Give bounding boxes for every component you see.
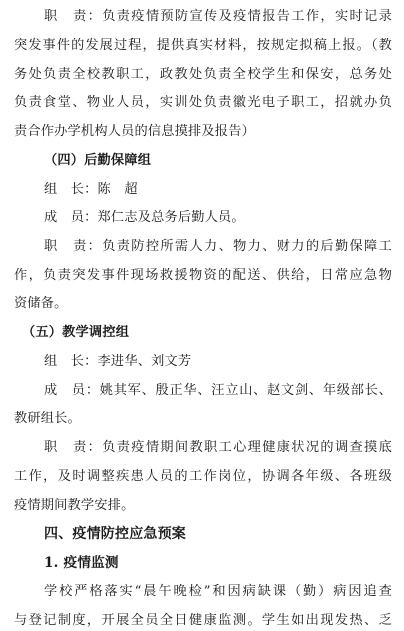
paragraph-line: 务处负责全校教职工，政教处负责全校学生和保安，总务处 <box>14 67 392 82</box>
paragraph-line: 职 责：负责防控所需人力、物力、财力的后勤保障工 <box>44 239 392 254</box>
paragraph-line: 学校严格落实“晨午晚检”和因病缺课（勤）病因追查 <box>44 584 392 599</box>
group-members-line: 成 员：郑仁志及总务后勤人员。 <box>44 210 245 225</box>
paragraph-line: 负责食堂、物业人员，实训处负责徽光电子职工，招就办负 <box>14 95 392 110</box>
chapter-heading: 四、疫情防控应急预案 <box>44 526 186 542</box>
paragraph-line: 责合作办学机构人员的信息摸排及报告） <box>14 124 255 139</box>
paragraph-line: 职 责：负责疫情预防宣传及疫情报告工作，实时记录 <box>44 9 392 24</box>
group-leader-line: 组 长：李进华、刘文芳 <box>44 354 192 369</box>
paragraph-line: 职 责：负责疫情期间教职工心理健康状况的调查摸底 <box>44 440 392 455</box>
group-leader-line: 组 长：陈 超 <box>44 182 138 197</box>
paragraph-line: 资储备。 <box>14 296 68 311</box>
paragraph-line: 突发事件的发展过程，提供真实材料，按规定拟稿上报。（教 <box>14 38 392 53</box>
paragraph-line: 疫情期间教学安排。 <box>14 498 135 513</box>
section-heading: （四）后勤保障组 <box>44 153 152 168</box>
subsection-heading: 1. 疫情监测 <box>44 555 119 571</box>
paragraph-line: 与登记制度，开展全员全日健康监测。学生如出现发热、乏 <box>14 613 392 628</box>
group-members-line: 成 员：姚其军、殷正华、汪立山、赵文剑、年级部长、 <box>44 383 392 398</box>
section-heading: （五）教学调控组 <box>22 325 130 340</box>
paragraph-line: 教研组长。 <box>14 411 81 426</box>
paragraph-line: 工作，及时调整疾患人员的工作岗位，协调各年级、各班级 <box>14 469 392 484</box>
paragraph-line: 作，负责突发事件现场救援物资的配送、供给，日常应急物 <box>14 268 392 283</box>
